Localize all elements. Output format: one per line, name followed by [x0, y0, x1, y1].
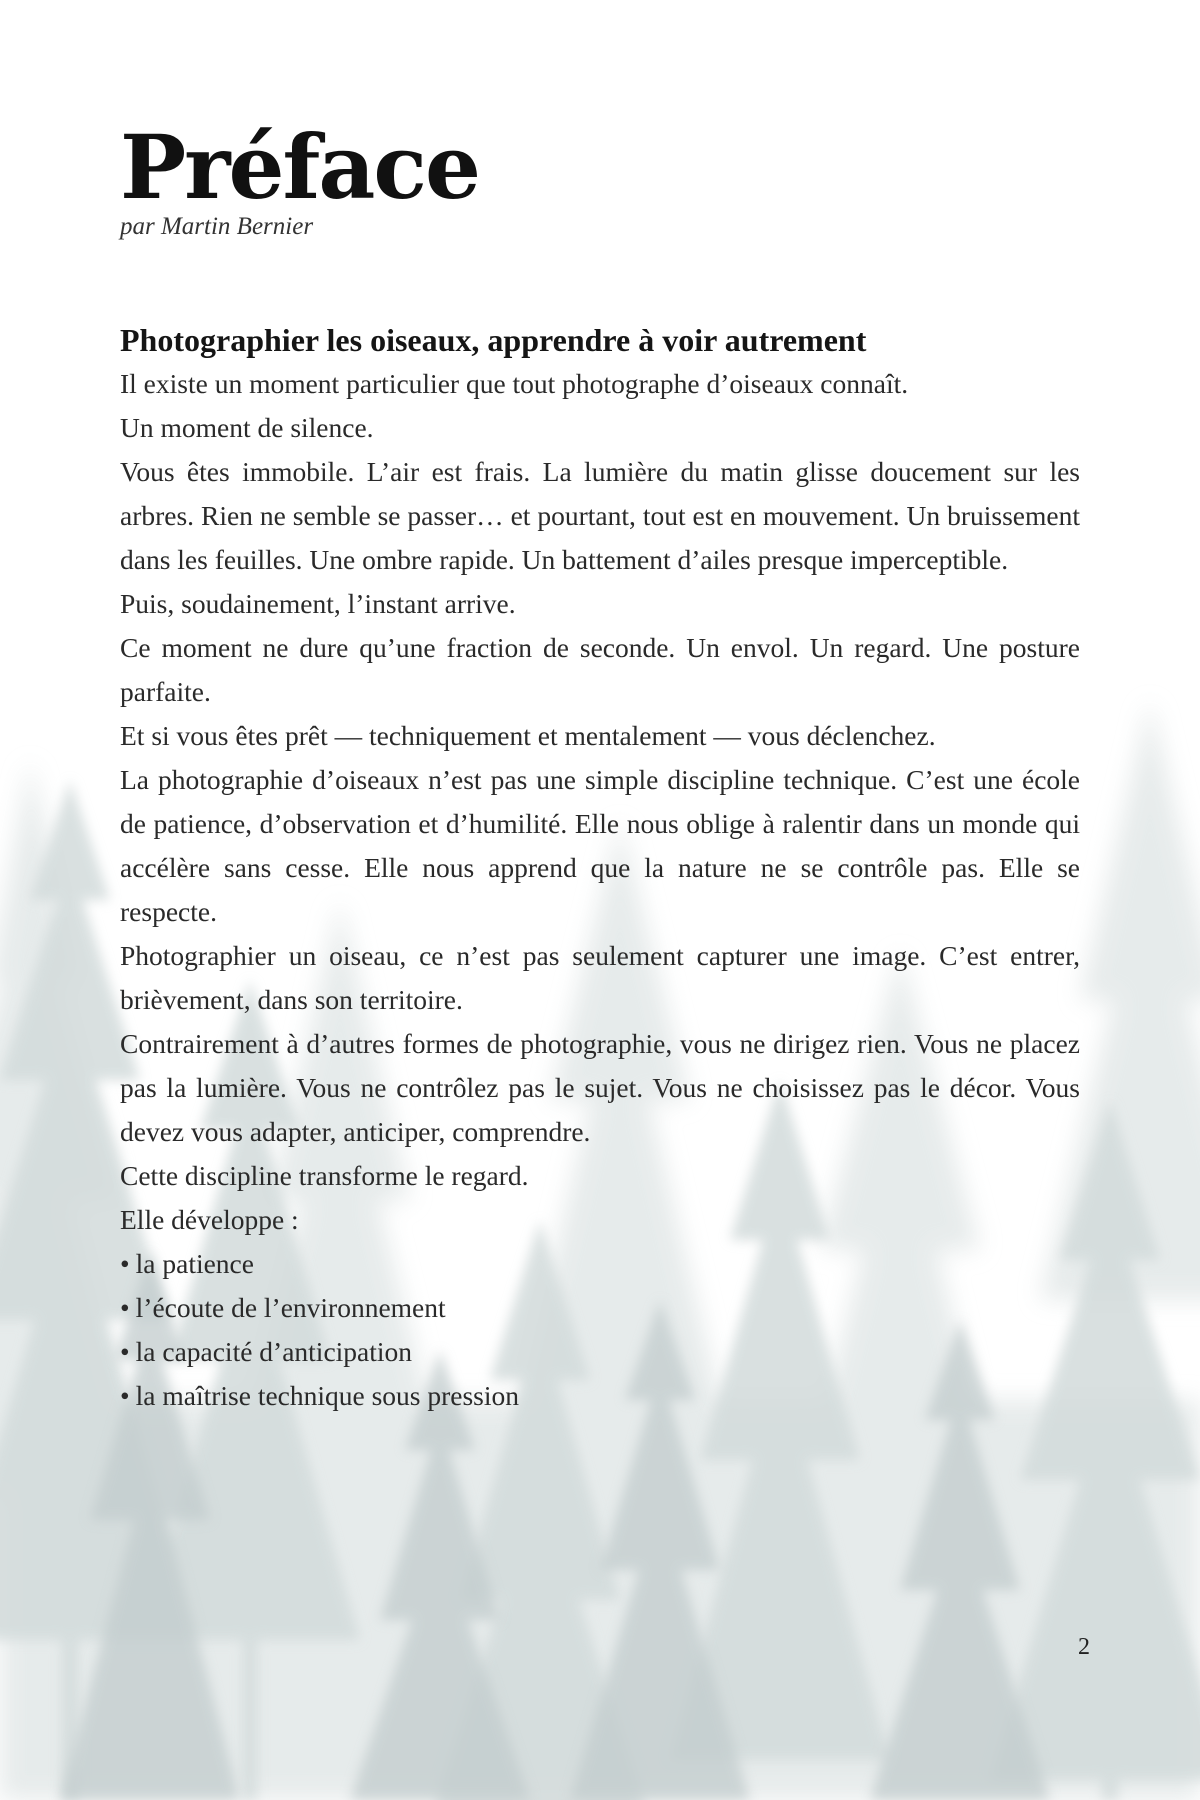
paragraph: Et si vous êtes prêt — techniquement et mentalement — vous déclenchez. [120, 720, 936, 751]
bullet-item [120, 1330, 1080, 1374]
preface-content [120, 115, 1080, 1418]
bullet-icon: • [120, 1336, 130, 1367]
section-heading: Photographier les oiseaux, apprendre à voir autrement [120, 322, 867, 358]
paragraph: Contrairement à d’autres formes de photographie, vous ne dirigez rien. Vous ne placez pas la lumière. Vous ne contrôlez pas le sujet. Vous ne choisissez pas le décor. Vous devez vous adapter, anticiper, comprendre. [120, 1028, 1080, 1147]
bullet-list [120, 1242, 1080, 1418]
bullet-item [120, 1286, 1080, 1330]
paragraph: Photographier un oiseau, ce n’est pas seulement capturer une image. C’est entrer, brièvement, dans son territoire. [120, 940, 1080, 1015]
bullet-text: la maîtrise technique sous pression [135, 1380, 520, 1411]
bullet-item [120, 1242, 1080, 1286]
paragraph: La photographie d’oiseaux n’est pas une simple discipline technique. C’est une école de patience, d’observation et d’humilité. Elle nous oblige à ralentir dans un monde qui accélère sans cesse. Elle nous apprend que la nature ne se contrôle pas. Elle se respecte. [120, 764, 1080, 927]
paragraph: Vous êtes immobile. L’air est frais. La lumière du matin glisse doucement sur les arbres. Rien ne semble se passer… et pourtant, tout est en mouvement. Un bruissement dans les feuilles. Une ombre rapide. Un battement d’ailes presque imperceptible. [120, 456, 1080, 575]
page-number: 2 [1078, 1634, 1090, 1660]
author-byline: par Martin Bernier [120, 213, 314, 240]
bullet-item [120, 1374, 1080, 1418]
paragraph: Cette discipline transforme le regard. [120, 1160, 529, 1191]
bullet-icon: • [120, 1292, 130, 1323]
paragraph: Elle développe : [120, 1204, 299, 1235]
bullet-text: la patience [135, 1248, 254, 1279]
paragraph: Puis, soudainement, l’instant arrive. [120, 588, 516, 619]
bullet-text: la capacité d’anticipation [135, 1336, 413, 1367]
paragraph: Un moment de silence. [120, 412, 374, 443]
page-title: Préface [120, 115, 479, 219]
bullet-text: l’écoute de l’environnement [135, 1292, 446, 1323]
bullet-icon: • [120, 1248, 130, 1279]
bullet-icon: • [120, 1380, 130, 1411]
paragraph: Ce moment ne dure qu’une fraction de seconde. Un envol. Un regard. Une posture parfaite. [120, 632, 1080, 707]
paragraph: Il existe un moment particulier que tout photographe d’oiseaux connaît. [120, 368, 909, 399]
